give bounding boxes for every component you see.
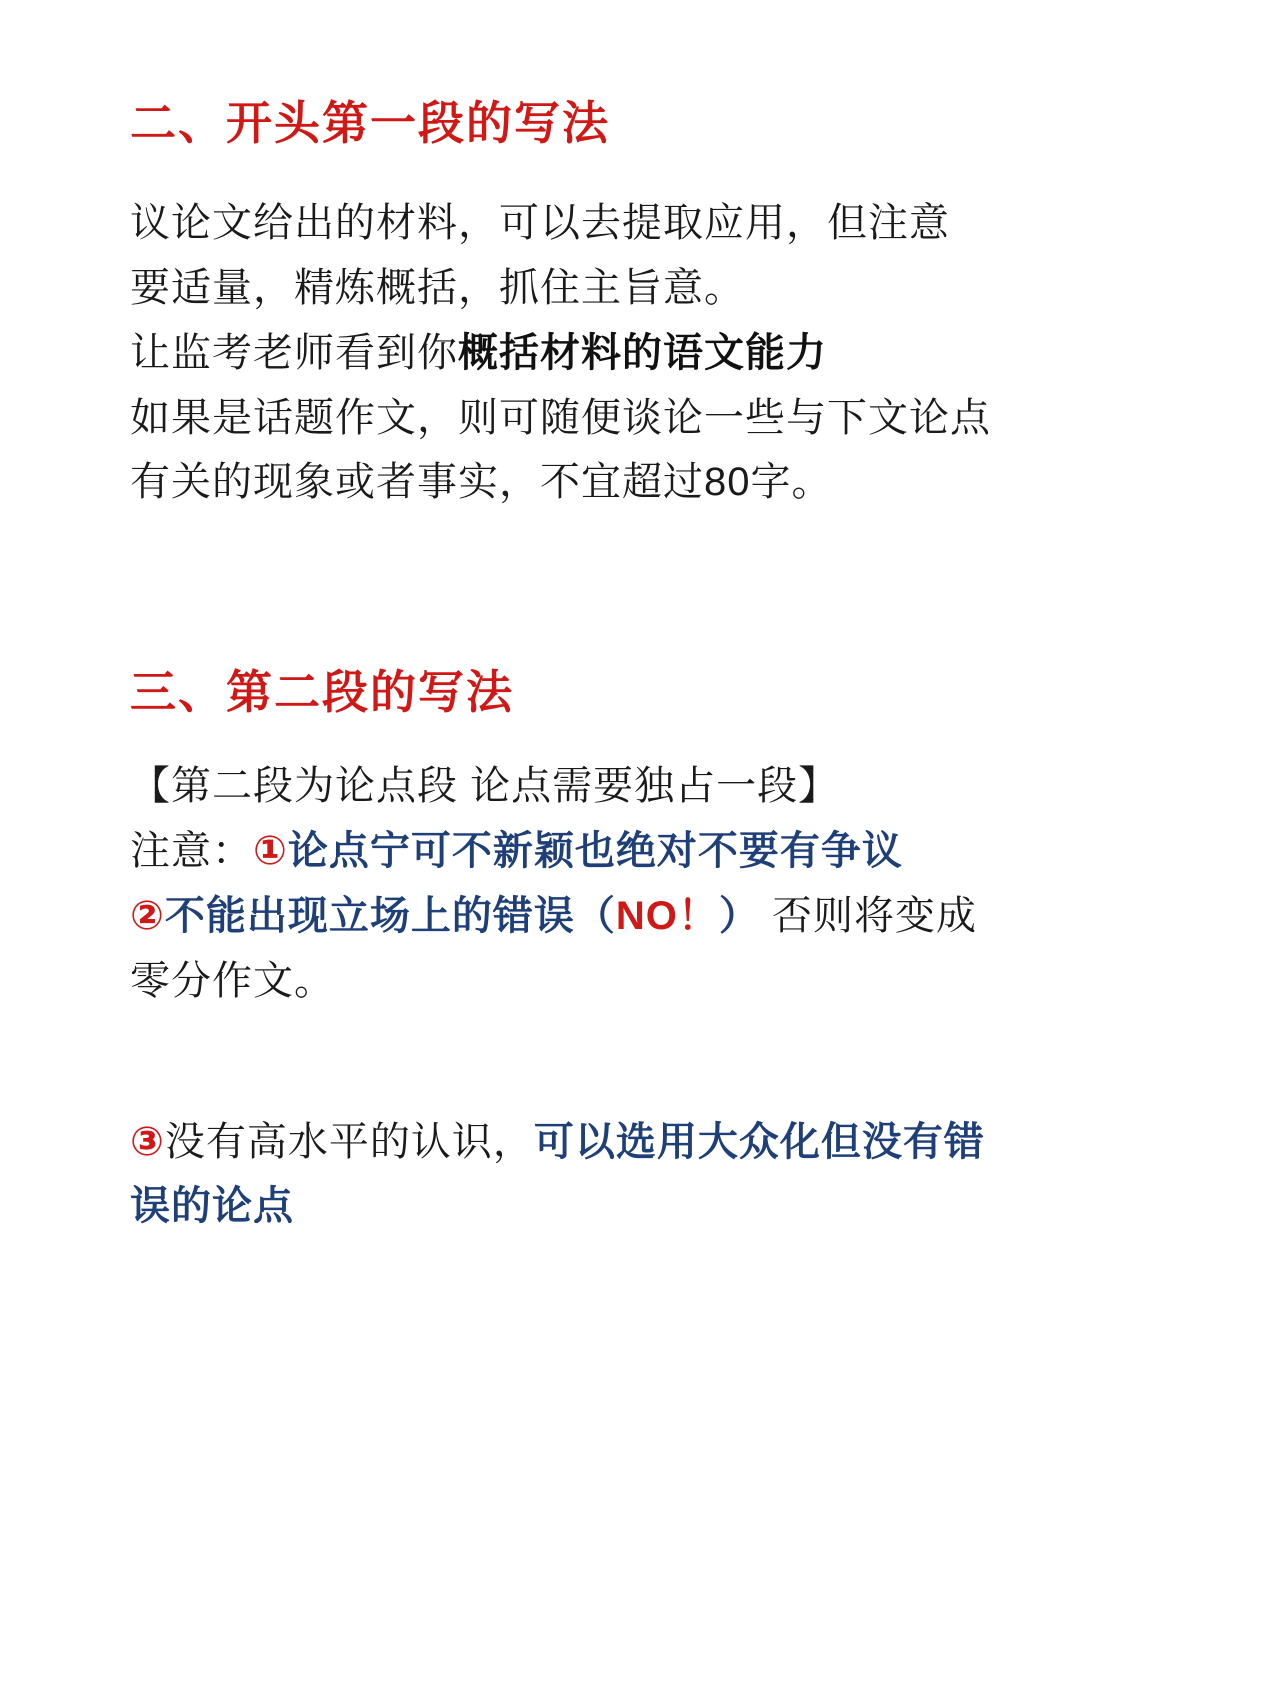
notice-line-item-1 xyxy=(130,819,1150,884)
paragraph-2-2-prefix: 让监考老师看到你 xyxy=(130,330,458,375)
paragraph-2-1-line-2: 要适量，精炼概括，抓住主旨意。 xyxy=(130,265,745,310)
item-marker-1: ① xyxy=(253,829,288,874)
item-marker-3: ③ xyxy=(130,1119,165,1164)
item-spacer xyxy=(130,1014,1150,1110)
item-text-2-tail-2: 零分作文。 xyxy=(130,958,335,1003)
notice-line-item-3 xyxy=(130,1110,1150,1240)
paragraph-2-1-line-1: 议论文给出的材料，可以去提取应用，但注意 xyxy=(130,201,950,246)
item-text-3-blue: 可以选用大众化但没有错 xyxy=(533,1119,985,1164)
paragraph-2-3-line-1: 如果是话题作文，则可随便谈论一些与下文论点 xyxy=(130,395,991,440)
notice-line-item-2 xyxy=(130,884,1150,1014)
item-text-2-blue: 不能出现立场上的错误（ xyxy=(164,893,616,938)
item-text-2-blue-tail: ） xyxy=(718,893,760,938)
item-text-3-blue-2: 误的论点 xyxy=(130,1184,294,1229)
paragraph-2-3 xyxy=(130,386,1150,516)
section-spacer xyxy=(130,515,1150,665)
paragraph-2-2 xyxy=(130,321,1150,386)
item-text-2-tail: 否则将变成 xyxy=(759,893,977,938)
item-text-3-black: 没有高水平的认识， xyxy=(164,1119,534,1164)
item-text-2-red: NO！ xyxy=(615,893,719,938)
section-heading-2: 二、开头第一段的写法 xyxy=(130,97,610,149)
section-heading-3: 三、第二段的写法 xyxy=(130,666,514,719)
paragraph-2-3-line-2: 有关的现象或者事实，不宜超过80字。 xyxy=(130,460,833,505)
item-text-1: 论点宁可不新颖也绝对不要有争议 xyxy=(287,829,903,874)
bracket-note: 【第二段为论点段 论点需要独占一段】 xyxy=(130,764,840,809)
item-marker-2: ② xyxy=(130,893,165,938)
paragraph-2-2-emphasis: 概括材料的语文能力 xyxy=(458,330,827,375)
paragraph-2-1 xyxy=(130,191,1150,321)
notice-label: 注意： xyxy=(130,829,253,874)
